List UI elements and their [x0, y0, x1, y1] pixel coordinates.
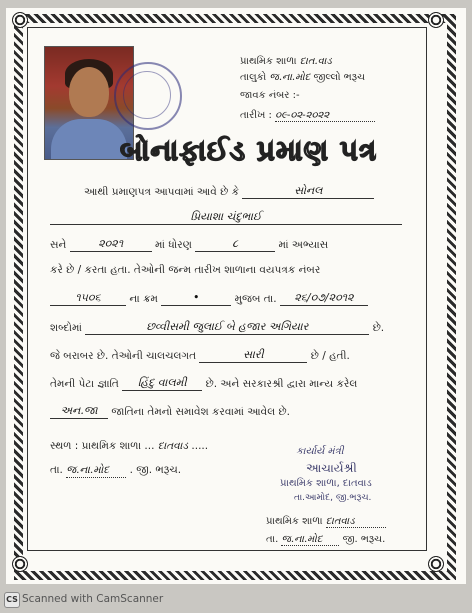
header-taluka-value: જ.ના.મોદ: [269, 72, 311, 83]
scanner-watermark: Scanned with CamScanner: [22, 593, 164, 605]
header-school-label: પ્રાથમિક શાળા: [240, 56, 297, 67]
signature-stamp-line-1: કાર્યાર્ય મંત્રી: [296, 446, 344, 457]
line4-text: કરે છે / કરતા હતા. તેઓની જન્મ તારીખ શાળાના વયપત્રક નંબર: [50, 264, 321, 276]
signature-stamp-line-3: પ્રાથમિક શાળા, દાતવાડ: [280, 478, 372, 489]
line3-suffix: માં અભ્યાસ: [278, 239, 329, 251]
signature-stamp-line-2: આચાર્યશ્રી: [306, 461, 357, 475]
header-outward-number: [240, 90, 300, 101]
outward-label: જાવક નંબર :-: [240, 90, 300, 101]
body-line-9: [50, 404, 290, 419]
line5-mid: ના ક્રમ: [129, 293, 158, 305]
corner-ornament: [428, 12, 444, 28]
header-school: [240, 56, 332, 67]
header-district: જીલ્લો ભરૂચ: [313, 72, 366, 83]
camscanner-logo-icon: CS: [4, 592, 20, 608]
signature-school-label: પ્રાથમિક શાળા: [266, 516, 323, 527]
corner-ornament: [12, 556, 28, 572]
signature-school: [266, 516, 386, 528]
certificate-title: બોનાફાઈડ પ્રમાણ પત્ર: [120, 134, 378, 167]
place-label: સ્થળ : પ્રાથમિક શાળા ...: [50, 440, 155, 452]
body-line-5: [50, 291, 368, 306]
conduct: સારી: [199, 348, 307, 363]
school-stamp: [114, 62, 182, 130]
student-name: પ્રિયાશા ચંદુભાઈ: [50, 210, 402, 225]
place-taluka-line: [50, 464, 181, 478]
header-taluka: [240, 72, 365, 83]
standard: ૮: [195, 237, 275, 252]
line7-suffix: છે / હતી.: [310, 350, 350, 362]
signature-school-value: દાતવાડ: [326, 516, 386, 528]
body-line-6: [50, 320, 384, 335]
place-ta-value: જ.ના.મોદ: [66, 464, 126, 478]
signature-stamp-line-4: તા.આમોદ, જી.ભરૂચ.: [294, 493, 372, 503]
place-line: [50, 440, 208, 453]
date-label: તારીખ :: [240, 110, 272, 121]
line8-prefix: તેમની પેટા જ્ઞાતિ: [50, 378, 119, 390]
body-line-7: [50, 348, 350, 363]
line6-suffix: છે.: [372, 322, 385, 334]
body-line-1: [84, 184, 374, 199]
sub-caste: હિંદુ વાલમી: [122, 376, 202, 391]
place-ta-label: તા.: [50, 464, 63, 476]
body-line-4: [50, 264, 320, 277]
register-number: ૧૫૦૬: [50, 291, 126, 306]
header-date: [240, 110, 375, 122]
place-value: દાતવાડ: [157, 440, 189, 452]
line3-prefix: સને: [50, 239, 67, 251]
signature-ta-label: તા.: [266, 534, 279, 545]
student-surname: સોનલ: [242, 184, 374, 199]
birth-date-words: છવ્વીસમી જુલાઈ બે હજાર અગિયાર: [85, 320, 369, 335]
line9-suffix: જાતિના તેમનો સમાવેશ કરવામાં આવેલ છે.: [111, 406, 290, 418]
header-school-value: દાત.વાડ: [299, 56, 332, 67]
body-line-3: [50, 237, 328, 252]
place-tail: .....: [191, 440, 209, 452]
caste-category: અન.જા: [50, 404, 108, 419]
line1-prefix: આથી પ્રમાણપત્ર આપવામાં આવે છે કે: [84, 186, 240, 198]
signature-ta-value: જ.ના.મોદ: [281, 534, 339, 546]
place-ta-suffix: . જી. ભરૂચ.: [129, 464, 182, 476]
line3-mid: માં ધોરણ: [155, 239, 192, 251]
body-line-2: [50, 210, 402, 225]
signature-taluka: [266, 534, 385, 546]
signature-ta-suffix: જી. ભરૂચ.: [342, 534, 386, 545]
study-year: ૨૦૨૧: [70, 237, 152, 252]
line7-prefix: જે બરાબર છે. તેઓની ચાલચલગત: [50, 350, 197, 362]
body-line-8: [50, 376, 357, 391]
corner-ornament: [428, 556, 444, 572]
header-taluka-label: તાલુકો: [240, 72, 267, 83]
line5-mid2: મુજબ તા.: [234, 293, 277, 305]
serial-number: •: [161, 291, 231, 306]
corner-ornament: [12, 12, 28, 28]
line6-prefix: શબ્દોમાં: [50, 322, 82, 334]
birth-date: ૨૬/૦૭/૨૦૧૨: [280, 291, 368, 306]
date-value: ૦૯-૦૨-૨૦૨૨: [275, 110, 375, 122]
line8-suffix: છે. અને સરકારશ્રી દ્વારા માન્ય કરેલ: [205, 378, 358, 390]
